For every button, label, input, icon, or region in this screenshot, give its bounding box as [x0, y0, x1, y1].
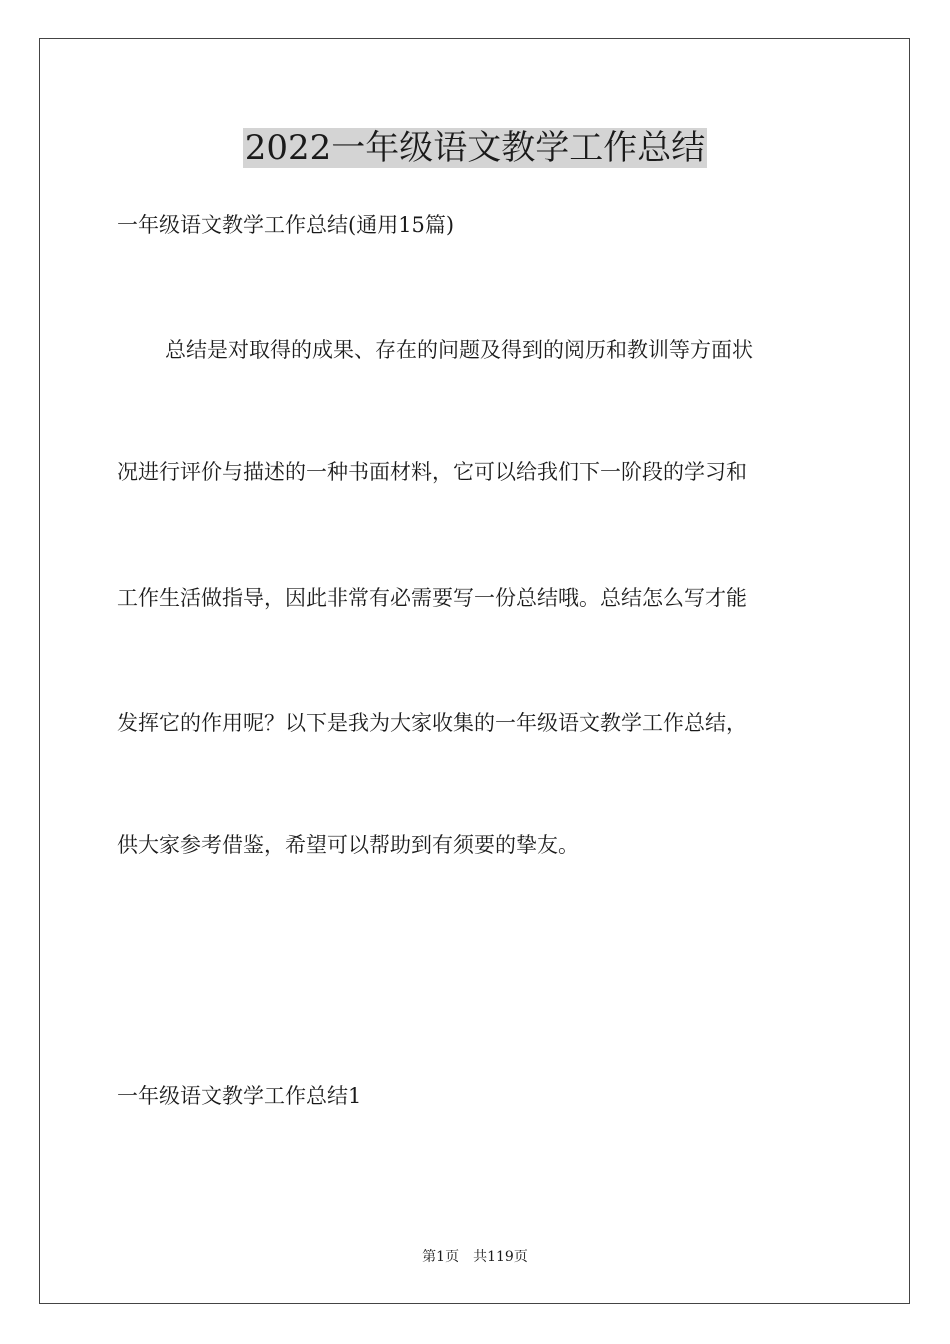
paragraph-line [117, 335, 833, 365]
document-title [0, 124, 950, 172]
paragraph-line: 发挥它的作用呢？以下是我为大家收集的一年级语文教学工作总结， [117, 711, 747, 735]
paragraph-line: 供大家参考借鉴，希望可以帮助到有须要的挚友。 [117, 833, 579, 857]
document-subtitle: 一年级语文教学工作总结(通用15篇) [117, 213, 455, 237]
paragraph-line-text: 总结是对取得的成果、存在的问题及得到的阅历和教训等方面状 [165, 338, 753, 362]
paragraph-line: 况进行评价与描述的一种书面材料，它可以给我们下一阶段的学习和 [117, 460, 747, 484]
section-heading: 一年级语文教学工作总结1 [117, 1084, 362, 1108]
document-title-text: 2022一年级语文教学工作总结 [244, 128, 706, 168]
page-footer [0, 1247, 950, 1267]
page-number: 第1页 [422, 1249, 460, 1265]
page-total: 共119页 [473, 1249, 528, 1265]
paragraph-line: 工作生活做指导，因此非常有必需要写一份总结哦。总结怎么写才能 [117, 586, 747, 610]
